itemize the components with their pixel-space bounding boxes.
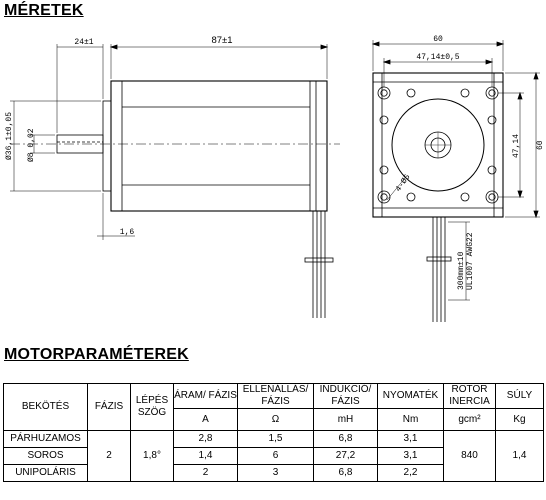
- table-cell-ellenallas: 3: [238, 465, 314, 482]
- table-cell-aram: 2,8: [174, 431, 238, 448]
- header-aram: ÁRAM/ FÁZIS: [174, 384, 238, 409]
- cell-suly: 1,4: [496, 431, 544, 482]
- table-cell-nyomatek: 2,2: [378, 465, 444, 482]
- unit-nyomatek: Nm: [378, 409, 444, 431]
- table-row-bekotes: SOROS: [4, 448, 88, 465]
- dim-shaft-length-label: 24±1: [74, 38, 94, 47]
- cell-rotor-inercia: 840: [444, 431, 496, 482]
- table-cell-aram: 1,4: [174, 448, 238, 465]
- section-heading-parameters: MOTORPARAMÉTEREK: [4, 346, 189, 363]
- cell-lepes-szog: 1,8°: [131, 431, 174, 482]
- dim-height-label: 60: [536, 140, 545, 150]
- header-rotor-inercia: ROTOR INERCIA: [444, 384, 496, 409]
- header-ellenallas: ELLENÁLLÁS/ FÁZIS: [238, 384, 314, 409]
- motor-body-side: [111, 81, 327, 211]
- table-cell-ellenallas: 1,5: [238, 431, 314, 448]
- dim-hole-spacing-v-label: 47,14: [512, 133, 521, 158]
- dim-shaft-dia-label: Ø8 0,02: [27, 128, 36, 162]
- cell-fazis: 2: [88, 431, 131, 482]
- motor-parameters-table: [3, 383, 544, 482]
- table-cell-indukcio: 6,8: [314, 465, 378, 482]
- section-heading-dimensions: MÉRETEK: [4, 2, 84, 19]
- header-lepes-szog: LÉPÉS SZÖG: [131, 384, 174, 431]
- cable-spec-label: UL1007 AWG22: [466, 232, 475, 290]
- header-bekotes: BEKÖTÉS: [4, 384, 88, 431]
- unit-ellenallas: Ω: [238, 409, 314, 431]
- table-row-bekotes: PÁRHUZAMOS: [4, 431, 88, 448]
- dim-pilot-dia-label: Ø36,1±0,05: [5, 111, 14, 160]
- unit-rotor-inercia: gcm²: [444, 409, 496, 431]
- table-cell-ellenallas: 6: [238, 448, 314, 465]
- unit-aram: A: [174, 409, 238, 431]
- table-cell-nyomatek: 3,1: [378, 431, 444, 448]
- unit-indukcio: mH: [314, 409, 378, 431]
- header-suly: SÚLY: [496, 384, 544, 409]
- motor-dimension-drawing: [0, 22, 546, 340]
- dim-length-label: 87±1: [211, 35, 233, 46]
- unit-suly: Kg: [496, 409, 544, 431]
- table-cell-indukcio: 6,8: [314, 431, 378, 448]
- dim-hole-spacing-label: 47,14±0,5: [416, 53, 460, 62]
- dim-cable-length-label: 300mm±10: [457, 251, 466, 290]
- dim-flange-label: 1,6: [119, 228, 135, 237]
- table-cell-nyomatek: 3,1: [378, 448, 444, 465]
- dim-holes-label: 4-Ø5: [394, 172, 413, 194]
- table-cell-aram: 2: [174, 465, 238, 482]
- header-indukcio: INDUKCIÓ/ FÁZIS: [314, 384, 378, 409]
- header-fazis: FÁZIS: [88, 384, 131, 431]
- header-nyomatek: NYOMATÉK: [378, 384, 444, 409]
- dim-width-label: 60: [433, 35, 443, 44]
- table-cell-indukcio: 27,2: [314, 448, 378, 465]
- table-row-bekotes: UNIPOLÁRIS: [4, 465, 88, 482]
